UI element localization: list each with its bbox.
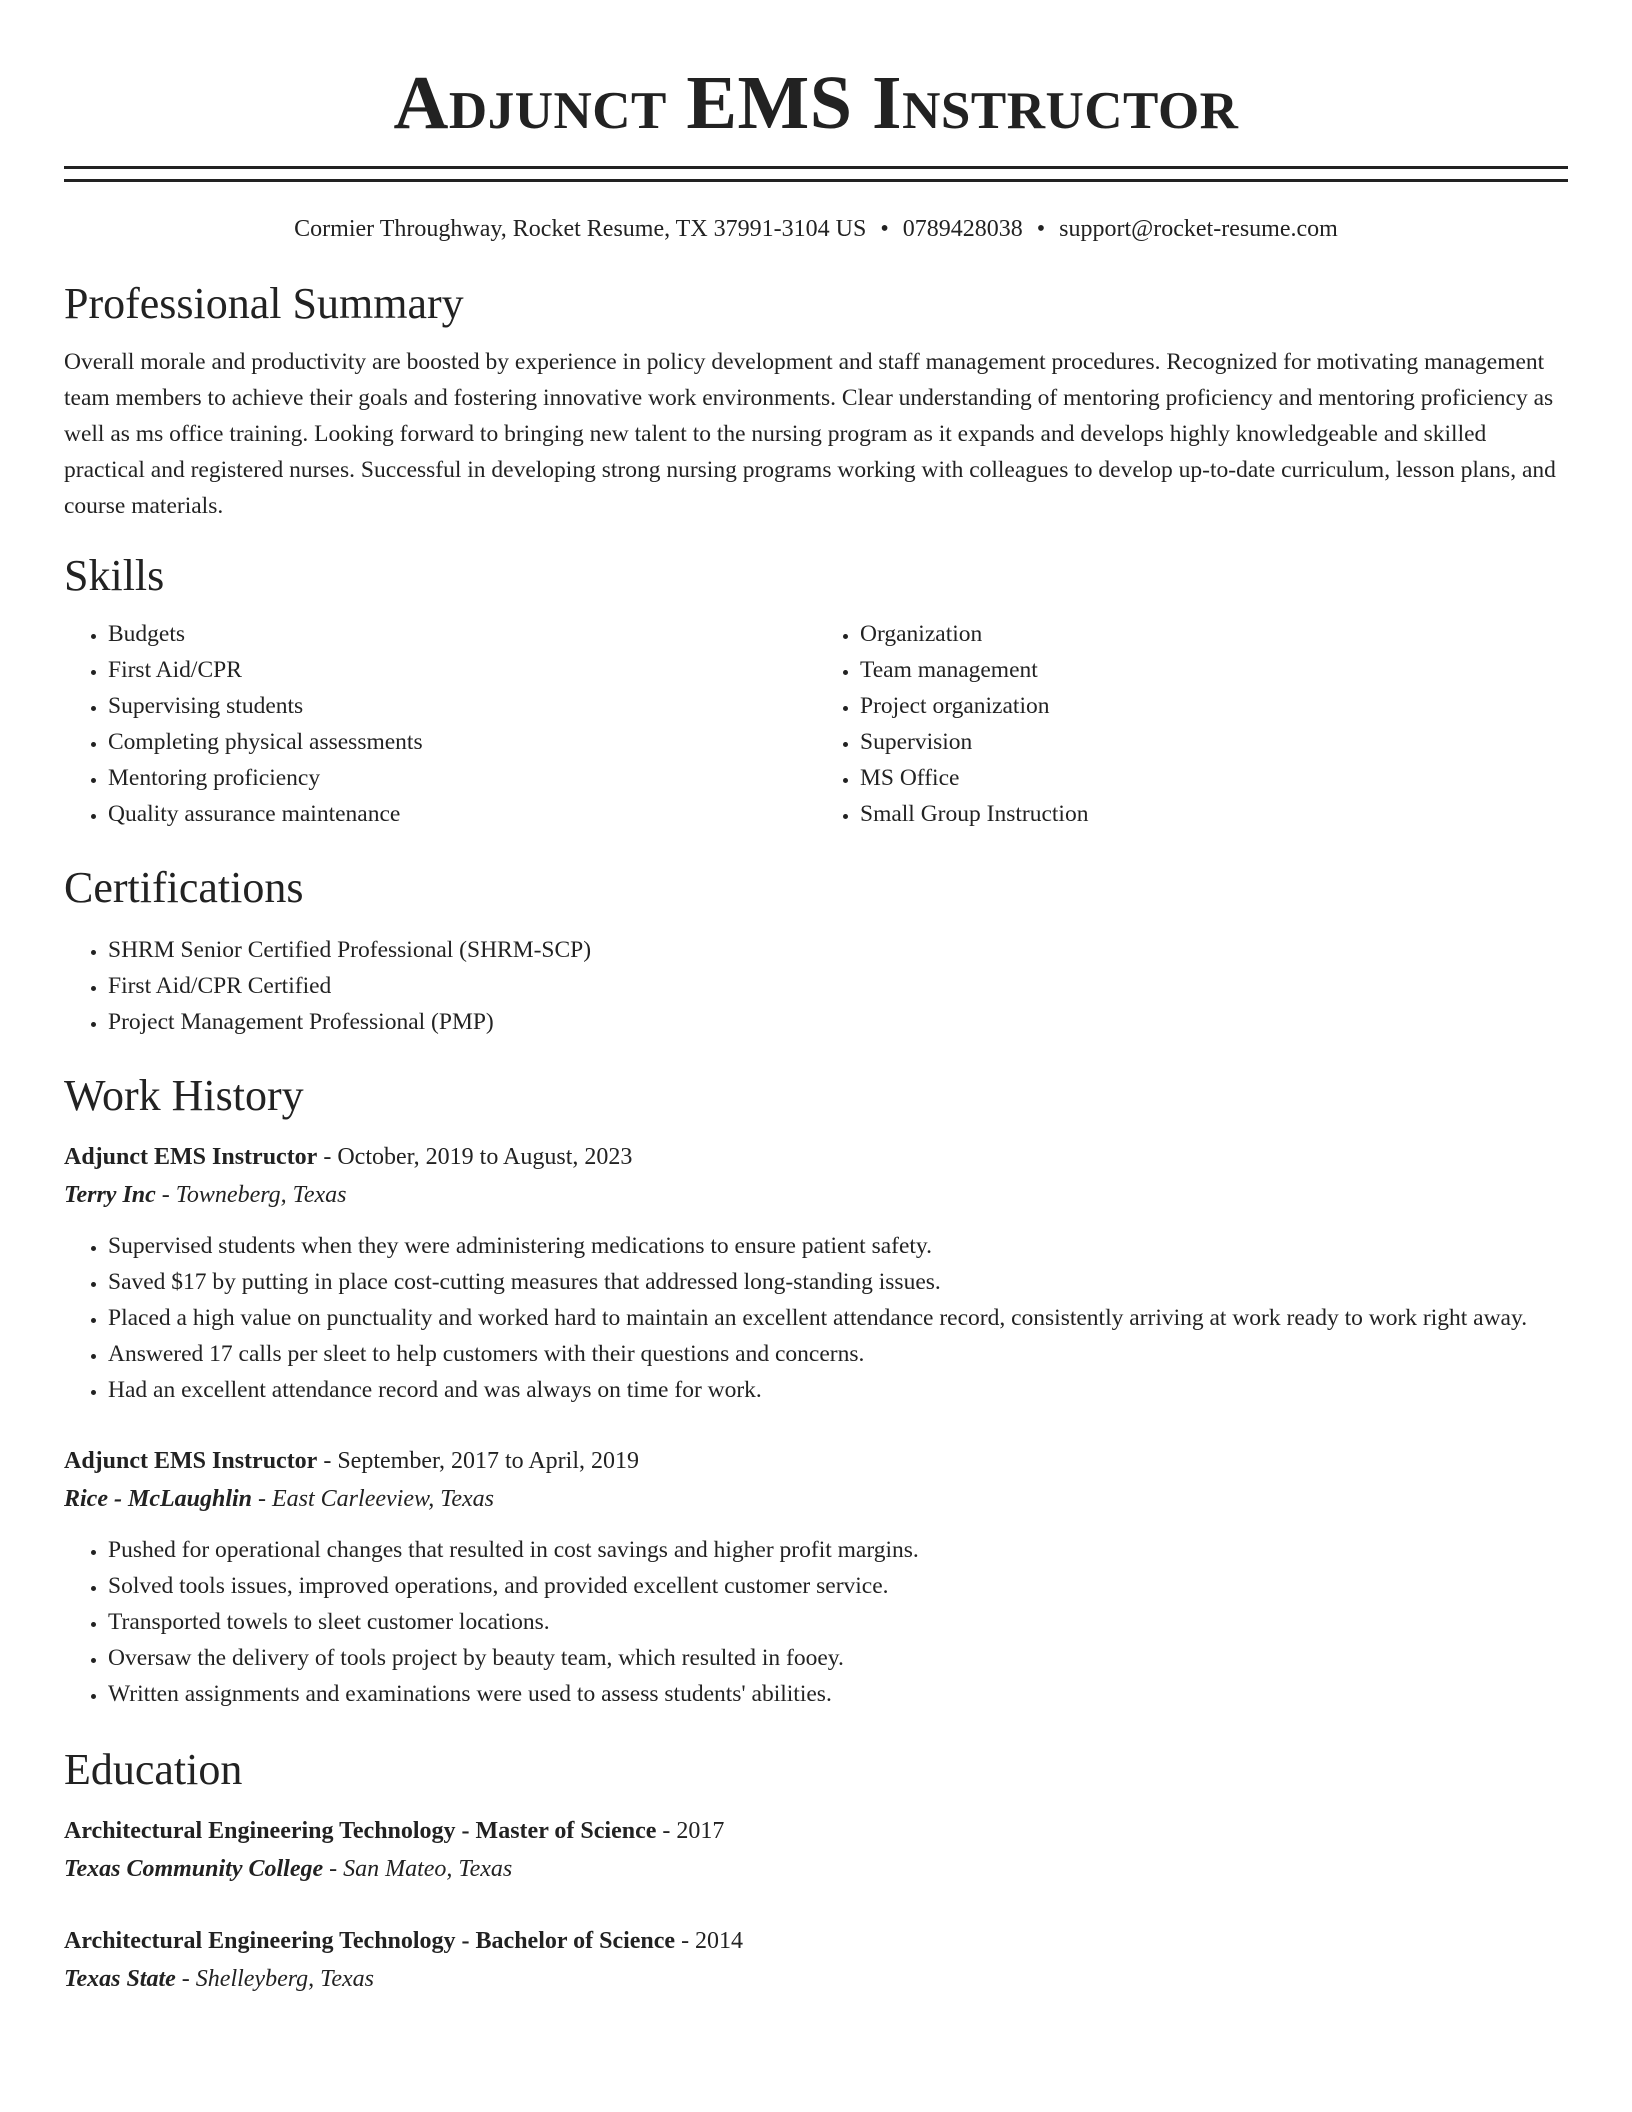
education-entry [64,1922,1568,1998]
job-entry [64,1442,1568,1712]
education-location: - San Mateo, Texas [323,1856,513,1882]
skill-item: • Quality assurance maintenance [108,796,816,832]
job-role: Adjunct EMS Instructor [64,1448,318,1474]
resume-page [64,0,1568,1998]
job-employer [64,1176,1568,1214]
job-company: Terry Inc [64,1182,156,1208]
job-bullet: • Transported towels to sleet customer locations. [108,1604,1568,1640]
contact-email: support@rocket-resume.com [1059,216,1338,242]
skill-item: • First Aid/CPR [108,652,816,688]
education-school-line [64,1960,1568,1998]
job-bullets [64,1532,1568,1712]
contact-line [64,214,1568,244]
skill-item: • Project organization [860,688,1568,724]
skill-item: • Mentoring proficiency [108,760,816,796]
section-title-skills: Skills [64,551,165,600]
job-bullet: • Written assignments and examinations were used to assess students' abilities. [108,1676,1568,1712]
job-bullet: • Answered 17 calls per sleet to help customers with their questions and concerns. [108,1336,1568,1372]
job-location: - Towneberg, Texas [155,1182,347,1208]
skill-item: • Small Group Instruction [860,796,1568,832]
education-entry [64,1812,1568,1888]
job-bullet: • Supervised students when they were administering medications to ensure patient safety. [108,1228,1568,1264]
job-bullets [64,1228,1568,1408]
skill-item: • Supervising students [108,688,816,724]
job-bullet: • Solved tools issues, improved operations, and provided excellent customer service. [108,1568,1568,1604]
contact-separator: • [1036,216,1046,242]
contact-separator: • [880,216,889,242]
section-title-certifications: Certifications [64,863,304,912]
skills-list-right [816,616,1568,832]
education-degree: Architectural Engineering Technology - Master of Science [64,1818,657,1844]
certification-item: • First Aid/CPR Certified [108,968,1568,1004]
skills-columns [64,616,1568,832]
education-heading [64,1812,1568,1850]
job-role: Adjunct EMS Instructor [64,1144,318,1170]
job-heading [64,1442,1568,1480]
job-bullet: • Oversaw the delivery of tools project by beauty team, which resulted in fooey. [108,1640,1568,1676]
skill-item: • Organization [860,616,1568,652]
section-title-education: Education [64,1745,243,1794]
certification-item: • Project Management Professional (PMP) [108,1004,1568,1040]
contact-address: Cormier Throughway, Rocket Resume, TX 37991-3104 US [294,216,867,242]
education-school: Texas Community College [64,1856,324,1882]
resume-name: Adjunct EMS Instructor [393,61,1239,145]
header-double-rule [64,166,1568,182]
skill-item: • Budgets [108,616,816,652]
skill-item: • MS Office [860,760,1568,796]
job-company: Rice - McLaughlin [64,1486,253,1512]
job-bullet: • Placed a high value on punctuality and worked hard to maintain an excellent attendance record, consistently arriving at work ready to work right away. [108,1300,1568,1336]
skill-item: • Supervision [860,724,1568,760]
certification-item: • SHRM Senior Certified Professional (SHRM-SCP) [108,932,1568,968]
education-location: - Shelleyberg, Texas [175,1966,374,1992]
job-heading [64,1138,1568,1176]
skill-item: • Completing physical assessments [108,724,816,760]
skill-item: • Team management [860,652,1568,688]
job-location: - East Carleeview, Texas [252,1486,494,1512]
summary-text: Overall morale and productivity are boosted by experience in policy development and staff management procedures. Recognized for motivating management team members to achieve their goals and fostering innovative work environments. Clear understanding of mentoring proficiency and mentoring proficiency as well as ms office training. Looking forward to bringing new talent to the nursing program as it expands and develops highly knowledgeable and skilled practical and registered nurses. Successful in developing strong nursing programs working with colleagues to develop up-to-date curriculum, lesson plans, and course materials. [64,349,1556,519]
job-employer [64,1480,1568,1518]
education-year: - 2014 [675,1928,744,1954]
contact-phone: 0789428038 [902,216,1023,242]
job-bullet: • Saved $17 by putting in place cost-cutting measures that addressed long-standing issues. [108,1264,1568,1300]
education-school-line [64,1850,1568,1888]
job-bullet: • Had an excellent attendance record and was always on time for work. [108,1372,1568,1408]
skills-list-left [64,616,816,832]
section-title-work-history: Work History [64,1071,304,1120]
job-dates: - October, 2019 to August, 2023 [317,1144,633,1170]
section-title-summary: Professional Summary [64,279,464,328]
education-year: - 2017 [656,1818,725,1844]
job-bullet: • Pushed for operational changes that resulted in cost savings and higher profit margins. [108,1532,1568,1568]
certifications-list [64,932,1568,1040]
education-heading [64,1922,1568,1960]
education-school: Texas State [64,1966,176,1992]
job-entry [64,1138,1568,1408]
education-degree: Architectural Engineering Technology - Bachelor of Science [64,1928,676,1954]
job-dates: - September, 2017 to April, 2019 [317,1448,640,1474]
